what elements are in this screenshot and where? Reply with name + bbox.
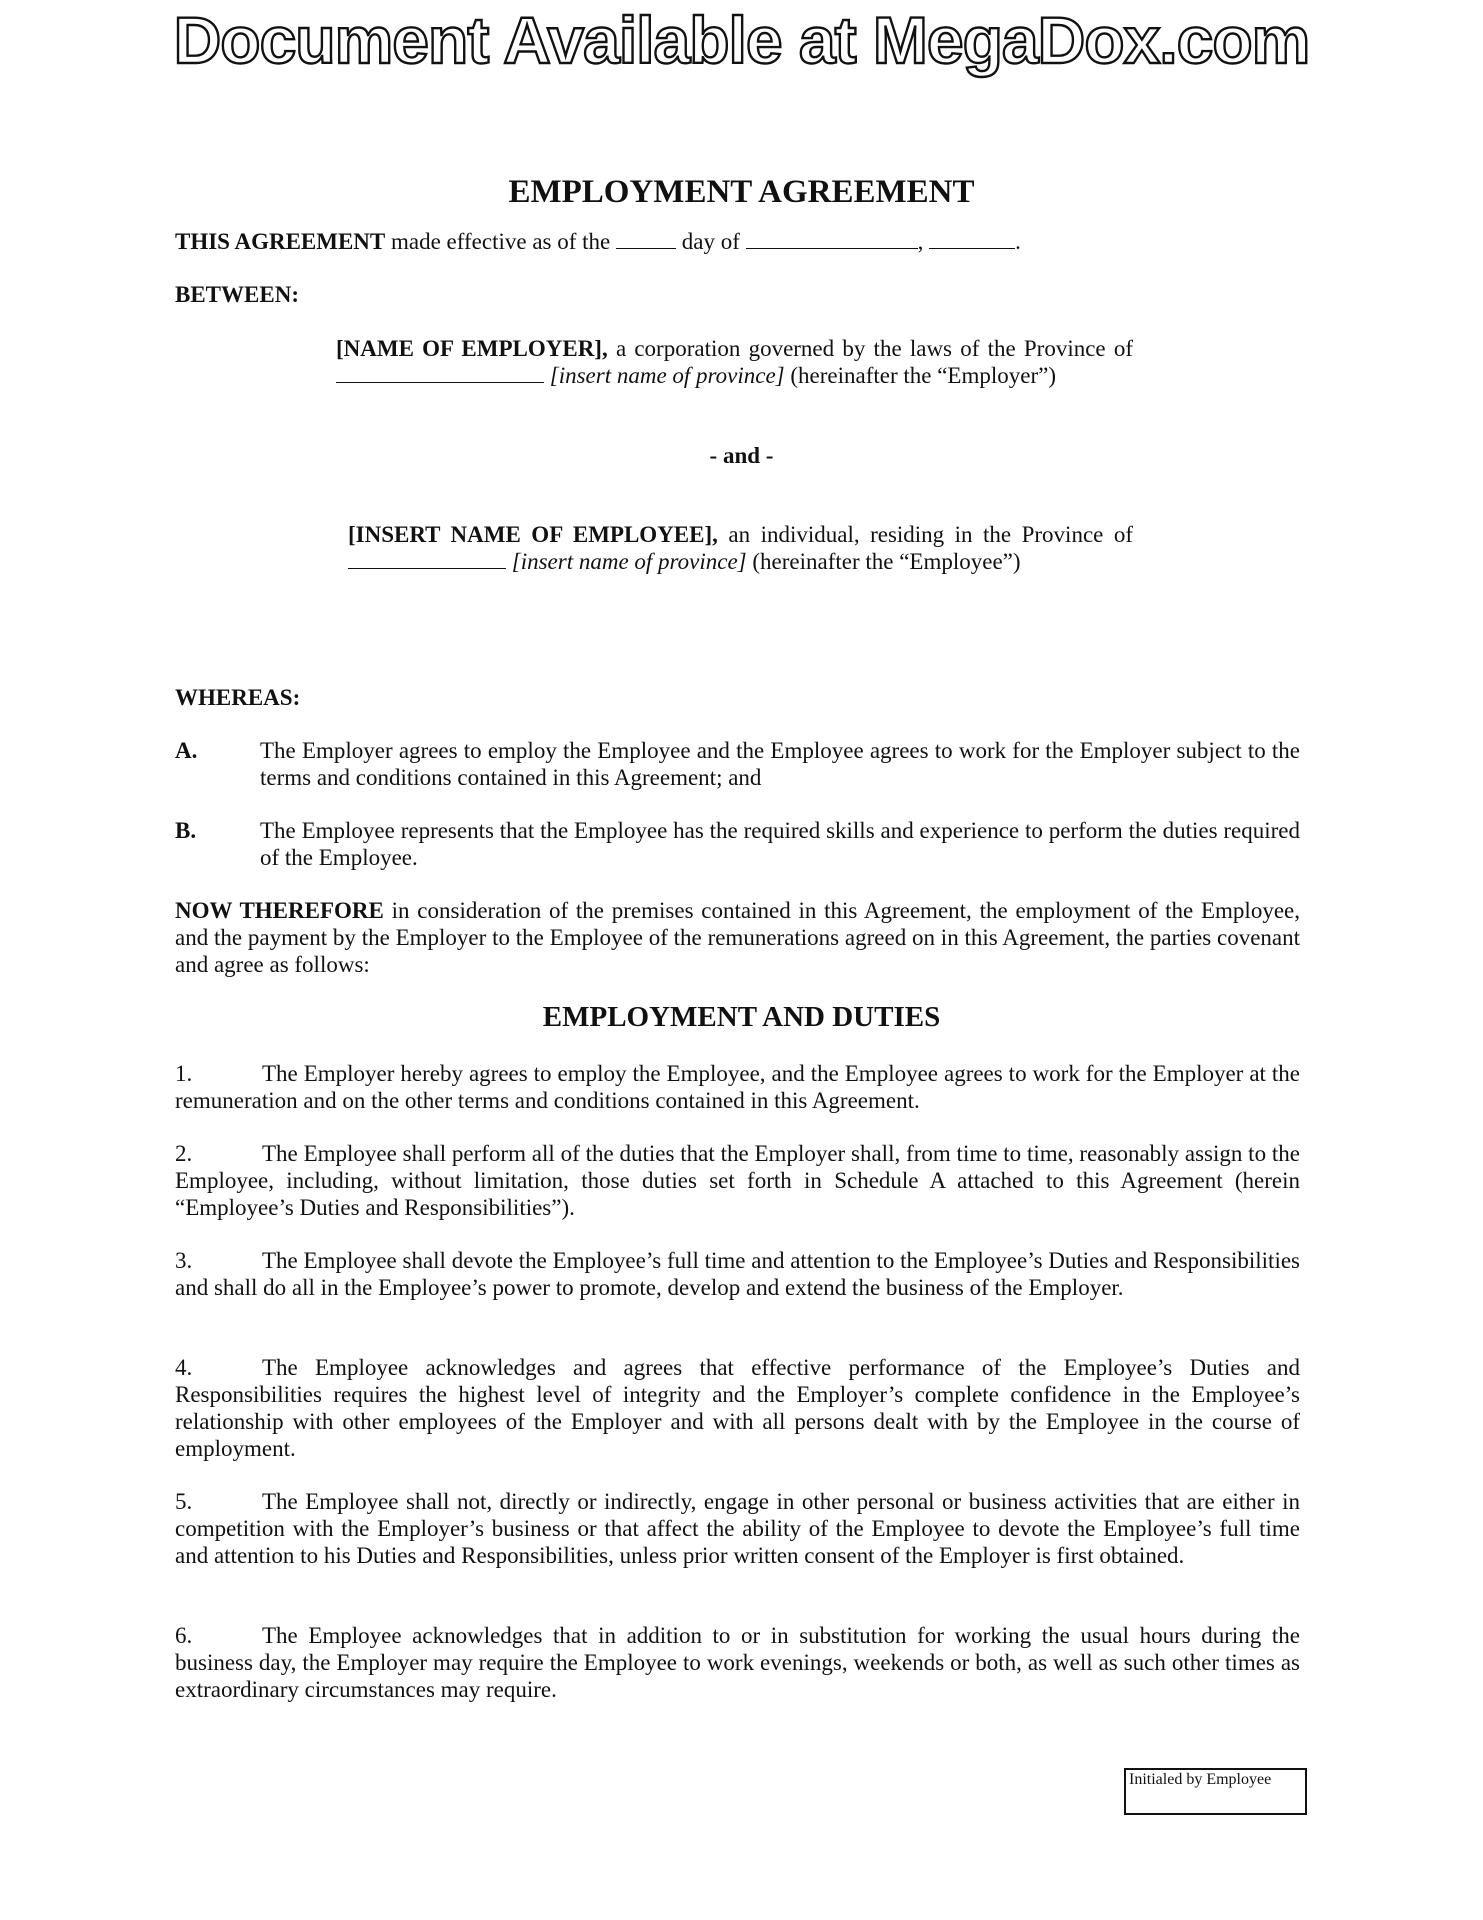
clause-text: The Employee acknowledges that in addition to or in substitution for working the usual hours during the business day, the Employer may require the Employee to work evenings, weekends or both, as well as such other times as extraordinary circumstances may require. (175, 1623, 1300, 1702)
clause-paragraph (175, 1622, 1300, 1703)
document-title: EMPLOYMENT AGREEMENT (508, 174, 975, 210)
now-therefore-paragraph (175, 897, 1300, 978)
clause-text: The Employee shall devote the Employee’s full time and attention to the Employee’s Duties and Responsibilities and shall do all in the Employee’s power to promote, develop and extend the business of the Employer. (175, 1248, 1300, 1300)
employee-text-1: an individual, residing in the Province of (717, 522, 1133, 547)
clause-paragraph (175, 1060, 1300, 1114)
and-separator: - and - (709, 443, 774, 468)
clause-paragraph (175, 1354, 1300, 1462)
clause-number: 2. (175, 1141, 193, 1166)
recital-letter: A. (175, 738, 198, 763)
clause-text: The Employee shall not, directly or indirectly, engage in other personal or business activities that are either in competition with the Employer’s business or that affect the ability of the Employee to devote the Employee’s full time and attention to his Duties and Responsibilities, unless prior written consent of the Employer is first obtained. (175, 1489, 1300, 1568)
employer-text-1: a corporation governed by the laws of the Province of (607, 336, 1133, 361)
initials-box[interactable] (1124, 1768, 1307, 1815)
year-blank (929, 228, 1015, 249)
recital-letter: B. (175, 818, 197, 843)
whereas-heading: WHEREAS: (175, 685, 301, 710)
employee-party-block (348, 521, 1133, 575)
recital-text: The Employer agrees to employ the Employee and the Employee agrees to work for the Employer subject to the terms and conditions contained in this Agreement; and (260, 738, 1300, 790)
clause-text: The Employee shall perform all of the duties that the Employer shall, from time to time, reasonably assign to the Employee, including, without limitation, those duties set forth in Schedule A attached to this Agreement (herein “Employee’s Duties and Responsibilities”). (175, 1141, 1300, 1220)
clause-text: The Employee acknowledges and agrees that effective performance of the Employee’s Duties and Responsibilities requires the highest level of integrity and the Employer’s complete confidence in the Employee’s relationship with other employees of the Employer and with all persons dealt with by the Employee in the course of employment. (175, 1355, 1300, 1461)
clause-number: 5. (175, 1489, 193, 1514)
employer-text-2: (hereinafter the “Employer”) (784, 363, 1056, 388)
clause-paragraph (175, 1247, 1300, 1301)
clause-text: The Employer hereby agrees to employ the Employee, and the Employee agrees to work for the Employer at the remuneration and on the other terms and conditions contained in this Agreement. (175, 1061, 1300, 1113)
recital-item (175, 817, 1300, 871)
watermark-banner: Document Available at MegaDox.com (173, 3, 1310, 77)
employee-name: [INSERT NAME OF EMPLOYEE], (348, 522, 718, 547)
clause-number: 3. (175, 1248, 193, 1273)
recital-item (175, 737, 1300, 791)
intro-period: . (1015, 229, 1021, 254)
clause-number: 1. (175, 1061, 193, 1086)
intro-text-a: made effective as of the (385, 229, 616, 254)
now-therefore-lead: NOW THEREFORE (175, 898, 384, 923)
clause-number: 4. (175, 1355, 193, 1380)
employer-province-blank (336, 362, 544, 383)
employee-province-blank (348, 548, 506, 569)
clause-paragraph (175, 1140, 1300, 1221)
employee-text-2: (hereinafter the “Employee”) (746, 549, 1021, 574)
intro-text-b: day of (676, 229, 746, 254)
employer-party-block (336, 335, 1133, 389)
clause-number: 6. (175, 1623, 193, 1648)
effective-date-line (175, 228, 1021, 255)
month-blank (746, 228, 918, 249)
intro-comma: , (917, 229, 924, 254)
between-heading: BETWEEN: (175, 282, 299, 307)
now-therefore-text: in consideration of the premises contained in this Agreement, the employment of the Employee, and the payment by the Employer to the Employee of the remunerations agreed on in this Agreement, the parties covenant and agree as follows: (175, 898, 1300, 977)
clause-paragraph (175, 1488, 1300, 1569)
employer-name: [NAME OF EMPLOYER], (336, 336, 608, 361)
employee-insert-province: [insert name of province] (511, 549, 747, 574)
recital-text: The Employee represents that the Employee has the required skills and experience to perform the duties required of the Employee. (260, 818, 1300, 870)
day-blank (616, 228, 676, 249)
section-heading: EMPLOYMENT AND DUTIES (542, 1001, 941, 1033)
intro-lead: THIS AGREEMENT (175, 229, 386, 254)
initials-label: Initialed by Employee (1129, 1771, 1272, 1788)
employer-insert-province: [insert name of province] (549, 363, 785, 388)
